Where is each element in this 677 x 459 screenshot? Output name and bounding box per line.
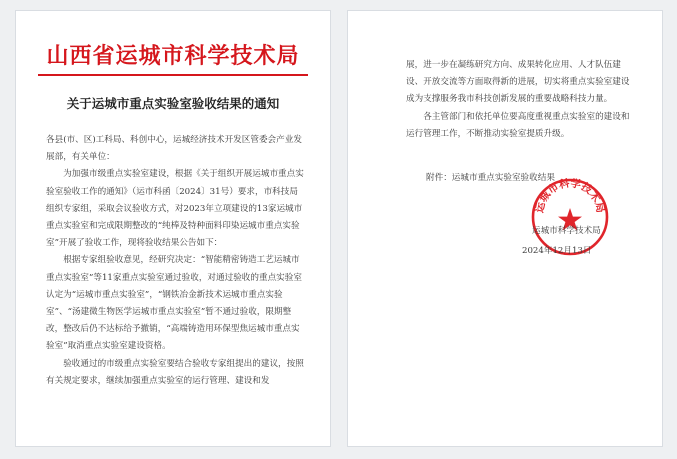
attachment-line: 附件：运城市重点实验室验收结果 [426,173,555,183]
notice-title: 关于运城市重点实验室验收结果的通知 [66,96,280,111]
body-paragraph: 为加强市级重点实验室建设，根据《关于组织开展运城市重点实验室验收工作的通知》（运市科函〔2024〕31号）要求，市科技局组织专家组，采取会议验收方式，对2023年立项建设的13家运城市重点实验室和完成限期整改的“纯棒及特种面料印染运城市重点实验室”开展了验收工作，现将验收结果公告如下： [46,169,304,249]
issuing-authority-header: 山西省运城市科学技术局 [46,43,300,69]
body-paragraph: 根据专家组验收意见，经研究决定：“智能精密铸造工艺运城市重点实验室”等11家重点实验室通过验收，对通过验收的重点实验室认定为“运城市重点实验室”，“钢铁冶金新技术运城市重点实验室”、“汤建微生物医学运城市重点实验室”暂不通过验收，限期整改，整改后仍不达标给予撤销，“高端铸造用环保型焦运城市重点实验室”取消重点实验室建设资格。 [46,255,302,352]
document-page-left [15,10,331,447]
document-page-right [347,10,663,447]
notice-body [46,132,306,390]
notice-body-continued [406,57,634,143]
header-red-rule [38,74,308,76]
svg-text:运城市科学技术局: 运城市科学技术局 [533,177,607,214]
addressee-paragraph: 各县(市、区)工科局、科创中心，运城经济技术开发区管委会产业发展部，有关单位： [46,135,302,163]
body-paragraph: 各主管部门和依托单位要高度重视重点实验室的建设和运行管理工作，不断推动实验室提质升级。 [406,111,630,139]
issue-date: 2024年12月13日 [522,246,592,256]
body-paragraph: 验收通过的市级重点实验室要结合验收专家组提出的建议，按照有关规定要求，继续加强重点实验室的运行管理、建设和发 [46,358,304,386]
body-paragraph: 展，进一步在凝练研究方向、成果转化应用、人才队伍建设、开放交流等方面取得新的进展，切实将重点实验室建设成为支撑服务我市科技创新发展的重要战略科技力量。 [406,60,630,105]
issuer-signature: 运城市科学技术局 [532,226,601,236]
